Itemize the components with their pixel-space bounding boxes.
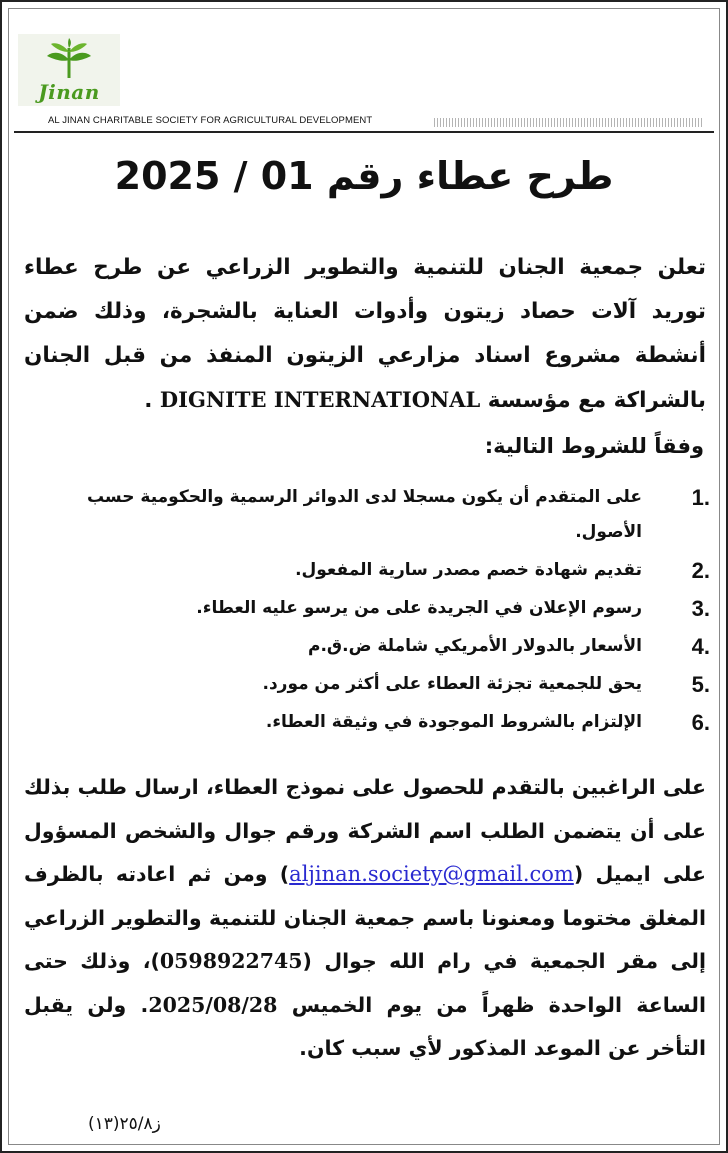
condition-item — [42, 629, 710, 664]
header-contact-strip — [434, 118, 702, 127]
closing-text-2: ) ومن ثم اعادته بالظرف المغلق مختوما ومعنونا باسم جمعية الجنان للتنمية والتطوير الزراعي إلى مقر الجمعية في رام الله جوال ( — [24, 862, 706, 973]
society-name: AL JINAN CHARITABLE SOCIETY FOR AGRICULTURAL DEVELOPMENT — [48, 115, 373, 126]
jinan-logo — [18, 34, 120, 106]
closing-text-1: على الراغبين بالتقدم للحصول على نموذج العطاء، ارسال طلب بذلك على أن يتضمن الطلب اسم الشركة ورقم جوال والشخص المسؤول على ايميل ( — [24, 775, 706, 886]
tender-title: طرح عطاء رقم 01 / 2025 — [114, 154, 614, 198]
closing-text-3: )، وذلك حتى الساعة الواحدة ظهراً من يوم الخميس — [24, 949, 706, 1017]
plant-icon — [45, 38, 93, 80]
phone-number: 0598922745 — [159, 949, 303, 973]
condition-number: 3. — [691, 596, 710, 621]
condition-item — [42, 705, 710, 740]
condition-text: الإلتزام بالشروط الموجودة في وثيقة العطاء. — [265, 712, 642, 732]
condition-item — [42, 553, 710, 588]
email-link[interactable]: aljinan.society@gmail.com — [289, 862, 574, 886]
deadline-date: 2025/08/28 — [148, 992, 278, 1017]
partner-name: DIGNITE INTERNATIONAL — [159, 387, 481, 412]
conditions-heading: وفقاً للشروط التالية: — [484, 434, 704, 458]
condition-text: على المتقدم أن يكون مسجلا لدى الدوائر الرسمية والحكومية حسب الأصول. — [86, 487, 642, 542]
intro-text: تعلن جمعية الجنان للتنمية والتطوير الزراعي عن طرح عطاء توريد آلات حصاد زيتون وأدوات العناية بالشجرة، وذلك ضمن أنشطة مشروع اسناد مزارعي الزيتون المنفذ من قبل الجنان بالشراكة مع مؤسسة — [24, 255, 706, 413]
condition-number: 5. — [691, 672, 710, 697]
logo-text: Jinan — [38, 80, 100, 104]
closing-text-4: . ولن يقبل التأخر عن الموعد المذكور لأي سبب كان. — [24, 992, 706, 1060]
condition-text: يحق للجمعية تجزئة العطاء على أكثر من مورد. — [262, 674, 642, 694]
header-bar — [14, 114, 714, 133]
closing-paragraph — [24, 766, 706, 1071]
reference-code: ز٢٥/٨(١٣) — [88, 1114, 161, 1134]
condition-number: 1. — [691, 485, 710, 510]
condition-item — [42, 667, 710, 702]
intro-end: . — [144, 388, 160, 413]
condition-number: 2. — [691, 558, 710, 583]
condition-number: 6. — [691, 710, 710, 735]
condition-number: 4. — [691, 634, 710, 659]
conditions-list — [42, 480, 710, 743]
condition-text: الأسعار بالدولار الأمريكي شاملة ض.ق.م — [308, 636, 642, 656]
condition-item — [42, 480, 710, 550]
condition-text: رسوم الإعلان في الجريدة على من يرسو عليه العطاء. — [196, 598, 642, 618]
condition-item — [42, 591, 710, 626]
intro-paragraph — [24, 246, 706, 423]
condition-text: تقديم شهادة خصم مصدر سارية المفعول. — [295, 560, 642, 580]
